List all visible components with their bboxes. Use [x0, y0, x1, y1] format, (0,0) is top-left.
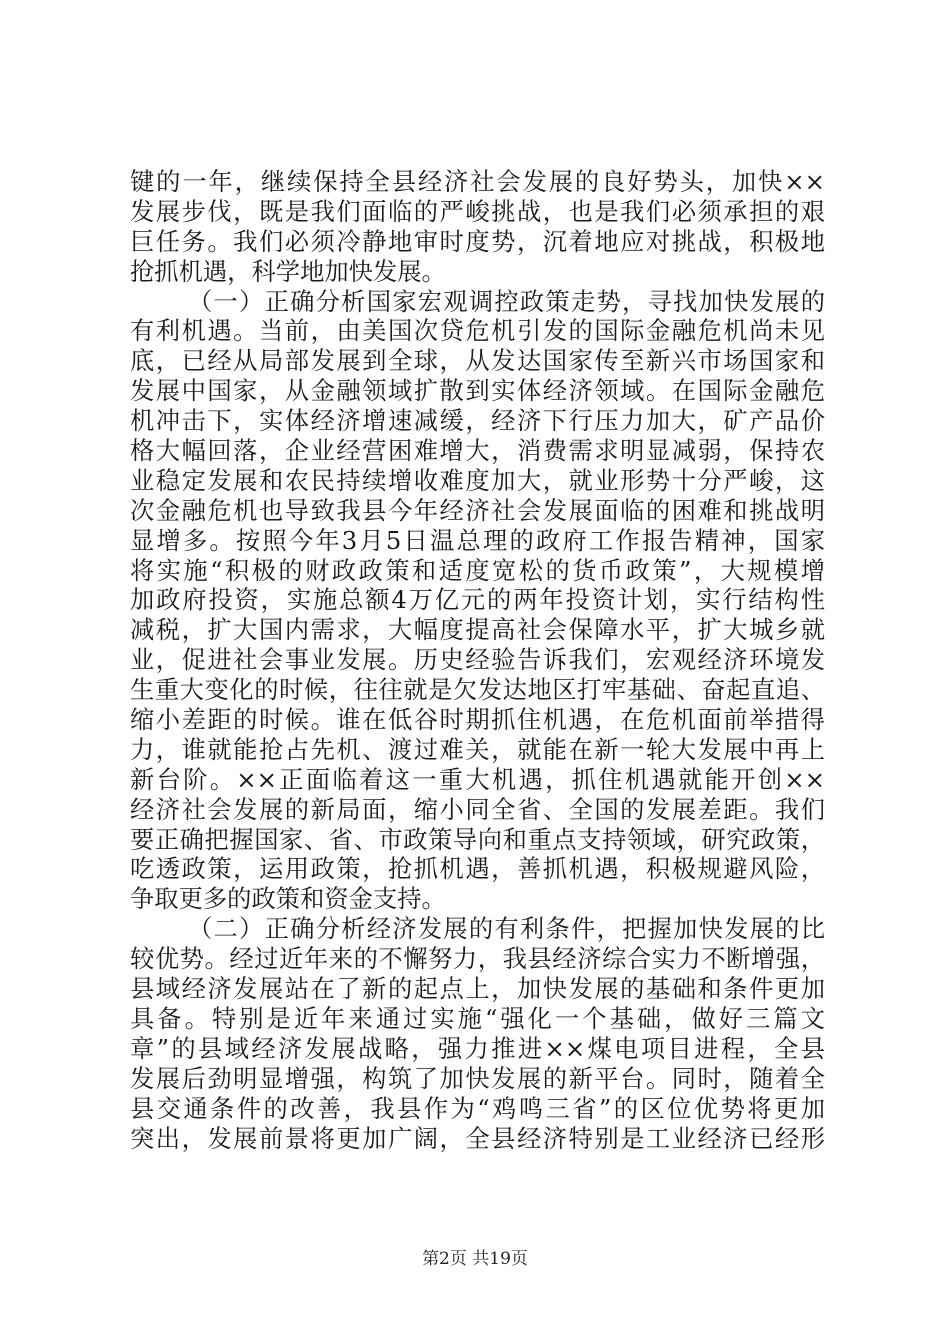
text-line: 次金融危机也导致我县今年经济社会发展面临的困难和挑战明 [130, 495, 825, 525]
text-line: 发展步伐，既是我们面临的严峻挑战，也是我们必须承担的艰 [130, 196, 825, 226]
text-line: 有利机遇。当前，由美国次贷危机引发的国际金融危机尚未见 [130, 316, 825, 346]
text-line: 较优势。经过近年来的不懈努力，我县经济综合实力不断增强， [130, 944, 825, 974]
text-line: 抢抓机遇，科学地加快发展。 [130, 256, 446, 286]
text-line: 键的一年，继续保持全县经济社会发展的良好势头，加快×× [130, 167, 825, 196]
text-line: 具备。特别是近年来通过实施“强化一个基础，做好三篇文 [130, 1003, 825, 1033]
text-line: （一）正确分析国家宏观调控政策走势，寻找加快发展的 [188, 286, 825, 316]
text-line: 争取更多的政策和资金支持。 [130, 884, 446, 914]
text-line: 将实施“积极的财政政策和适度宽松的货币政策”，大规模增 [130, 555, 825, 585]
text-line: 发展中国家，从金融领域扩散到实体经济领域。在国际金融危 [130, 376, 825, 406]
page-number-footer: 第2页 共19页 [422, 1249, 528, 1269]
text-line: 业，促进社会事业发展。历史经验告诉我们，宏观经济环境发 [130, 645, 825, 675]
text-line: 底，已经从局部发展到全球，从发达国家传至新兴市场国家和 [130, 346, 825, 376]
text-line: 加政府投资，实施总额4万亿元的两年投资计划，实行结构性 [130, 585, 825, 615]
text-line: 业稳定发展和农民持续增收难度加大，就业形势十分严峻，这 [130, 465, 825, 495]
text-line: 县域经济发展站在了新的起点上，加快发展的基础和条件更加 [130, 974, 825, 1004]
text-line: 发展后劲明显增强，构筑了加快发展的新平台。同时，随着全 [130, 1063, 825, 1093]
text-line: 缩小差距的时候。谁在低谷时期抓住机遇，在危机面前举措得 [130, 705, 825, 735]
text-line: 经济社会发展的新局面，缩小同全省、全国的发展差距。我们 [130, 794, 825, 824]
text-line: 巨任务。我们必须冷静地审时度势，沉着地应对挑战，积极地 [130, 226, 825, 256]
text-line: （二）正确分析经济发展的有利条件，把握加快发展的比 [188, 914, 825, 944]
text-line: 格大幅回落，企业经营困难增大，消费需求明显减弱，保持农 [130, 436, 825, 466]
text-line: 减税，扩大国内需求，大幅度提高社会保障水平，扩大城乡就 [130, 615, 825, 645]
text-line: 吃透政策，运用政策，抢抓机遇，善抓机遇，积极规避风险， [130, 854, 825, 884]
text-line: 机冲击下，实体经济增速减缓，经济下行压力加大，矿产品价 [130, 406, 825, 436]
text-line: 生重大变化的时候，往往就是欠发达地区打牢基础、奋起直追、 [130, 675, 825, 705]
text-line: 新台阶。××正面临着这一重大机遇，抓住机遇就能开创×× [130, 764, 825, 794]
text-line: 突出，发展前景将更加广阔，全县经济特别是工业经济已经形 [130, 1123, 825, 1153]
text-line: 要正确把握国家、省、市政策导向和重点支持领域，研究政策， [130, 824, 825, 854]
text-line: 章”的县域经济发展战略，强力推进××煤电项目进程，全县 [130, 1033, 825, 1063]
document-body [130, 167, 825, 1153]
text-line: 力，谁就能抢占先机、渡过难关，就能在新一轮大发展中再上 [130, 734, 825, 764]
text-line: 县交通条件的改善，我县作为“鸡鸣三省”的区位优势将更加 [130, 1093, 825, 1123]
text-line: 显增多。按照今年3月5日温总理的政府工作报告精神，国家 [130, 525, 825, 555]
